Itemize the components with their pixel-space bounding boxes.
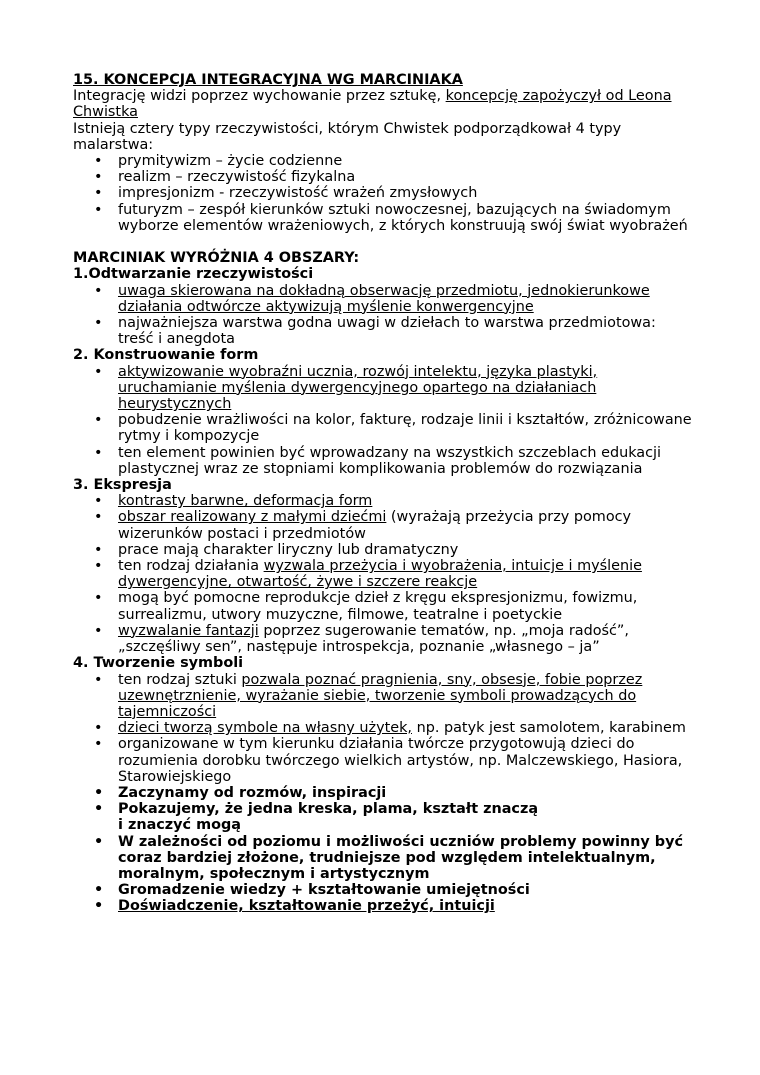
bullet: • <box>94 784 104 801</box>
bullet: • <box>94 882 104 899</box>
list-item <box>73 590 693 622</box>
area-4-list <box>73 672 693 915</box>
area-2-list <box>73 364 693 477</box>
list-item <box>73 202 693 234</box>
list-item <box>73 169 693 185</box>
bullet: • <box>94 185 103 202</box>
list-item-text: i znaczyć mogą <box>118 817 241 834</box>
list-item-underlined: obszar realizowany z małymi dziećmi <box>118 509 387 526</box>
intro-underlined: koncepcję zapożyczył od Leona Chwistka <box>73 88 672 121</box>
area-4-title: 4. Tworzenie symboli <box>73 655 244 672</box>
list-item-text: aktywizowanie wyobraźni ucznia, rozwój intelektu, języka plastyki, uruchamianie myślenia dywergencyjnego opartego na działaniach heurystycznych <box>118 363 598 413</box>
bullet: • <box>94 558 103 575</box>
bullet: • <box>94 169 103 186</box>
list-item <box>73 445 693 477</box>
list-item <box>73 153 693 169</box>
bullet: • <box>94 444 103 461</box>
areas-heading: MARCINIAK WYRÓŻNIA 4 OBSZARY: <box>73 250 360 267</box>
list-item-underlined: wyzwalanie fantazji <box>118 622 259 639</box>
bullet: • <box>94 833 104 850</box>
list-item-text: (wyrażają przeżycia przy pomocy wizerunków postaci i przedmiotów <box>118 509 632 542</box>
bullet: • <box>94 736 103 753</box>
bullet: • <box>94 671 103 688</box>
intro-paragraph-2: Istnieją cztery typy rzeczywistości, którym Chwistek podporządkował 4 typy malarstwa: <box>73 120 622 153</box>
document-page <box>73 72 693 915</box>
bullet: • <box>94 622 103 639</box>
area-3-title: 3. Ekspresja <box>73 477 172 494</box>
list-item-underlined: wyzwala przeżycia i wyobrażenia, intuicje i myślenie dywergencyjne, otwartość, żywe i szczere reakcje <box>118 558 642 591</box>
bullet: • <box>94 201 103 218</box>
section-title: 15. KONCEPCJA INTEGRACYJNA WG MARCINIAKA <box>73 72 463 88</box>
list-item-text: mogą być pomocne reprodukcje dzieł z kręgu ekspresjonizmu, fowizmu, surrealizmu, utwory muzyczne, filmowe, teatralne i poetyckie <box>118 590 638 623</box>
list-item <box>73 315 693 347</box>
list-item <box>73 801 693 833</box>
list-item-text: realizm – rzeczywistość fizykalna <box>118 169 356 186</box>
bullet: • <box>94 493 103 510</box>
bullet: • <box>94 412 103 429</box>
bullet: • <box>94 282 103 299</box>
list-item <box>73 834 693 883</box>
list-item-underlined: pozwala poznać pragnienia, sny, obsesje, fobie poprzez uzewnętrznienie, wyrażanie siebie, tworzenie symboli prowadzących do tajemniczości <box>118 671 643 720</box>
bullet: • <box>94 363 103 380</box>
list-item-text: Pokazujemy, że jedna kreska, plama, kształt znaczą <box>118 801 539 818</box>
list-item-text: futuryzm – zespół kierunków sztuki nowoczesnej, bazujących na świadomym wyborze elementów wrażeniowych, z których konstruują swój świat wyobrażeń <box>118 201 688 234</box>
intro-text: Integrację widzi poprzez wychowanie przez sztukę, <box>73 88 446 105</box>
bullet: • <box>94 720 103 737</box>
list-item-text: kontrasty barwne, deformacja form <box>118 493 373 510</box>
list-item-text: najważniejsza warstwa godna uwagi w dziełach to warstwa przedmiotowa: treść i anegdota <box>118 315 656 348</box>
intro-paragraph <box>73 88 693 120</box>
list-item-text: Gromadzenie wiedzy + kształtowanie umiejętności <box>118 882 530 899</box>
list-item-text: ten rodzaj sztuki <box>118 671 242 688</box>
bullet: • <box>94 541 103 558</box>
list-item <box>73 412 693 444</box>
list-item-text: Zaczynamy od rozmów, inspiracji <box>118 784 387 801</box>
list-item-text: pobudzenie wrażliwości na kolor, fakturę, rodzaje linii i kształtów, zróżnicowane rytmy i kompozycje <box>118 412 692 445</box>
bullet: • <box>94 153 103 170</box>
list-item-text: ten rodzaj działania <box>118 558 264 575</box>
bullet: • <box>94 801 104 818</box>
list-item <box>73 672 693 721</box>
list-item-text: uwaga skierowana na dokładną obserwację przedmiotu, jednokierunkowe działania odtwórcze aktywizują myślenie konwergencyjne <box>118 282 650 315</box>
list-item-underlined: dzieci tworzą symbole na własny użytek, <box>118 720 412 737</box>
area-3-list <box>73 493 693 655</box>
list-item-text: organizowane w tym kierunku działania twórcze przygotowują dzieci do rozumienia dorobku twórczego wielkich artystów, np. Malczewskiego, Hasiora, Starowiejskiego <box>118 736 683 785</box>
area-2-title: 2. Konstruowanie form <box>73 347 259 364</box>
list-item-text: prace mają charakter liryczny lub dramatyczny <box>118 541 459 558</box>
list-item <box>73 493 693 509</box>
list-item <box>73 558 693 590</box>
bullet: • <box>94 898 104 915</box>
list-item <box>73 623 693 655</box>
list-item-text: np. patyk jest samolotem, karabinem <box>412 720 686 737</box>
list-item <box>73 542 693 558</box>
list-item-text: poprzez sugerowanie tematów, np. „moja radość”, „szczęśliwy sen”, następuje introspekcja, poznanie „własnego – ja” <box>118 622 629 656</box>
list-item <box>73 882 693 898</box>
list-item-text: W zależności od poziomu i możliwości uczniów problemy powinny być coraz bardziej złożone, trudniejsze pod względem intelektualnym, moralnym, społecznym i artystycznym <box>118 833 684 882</box>
list-item <box>73 736 693 785</box>
painting-types-list <box>73 153 693 234</box>
list-item <box>73 509 693 541</box>
bullet: • <box>94 315 103 332</box>
list-item <box>73 898 693 914</box>
list-item-text: prymitywizm – życie codzienne <box>118 153 343 170</box>
list-item <box>73 283 693 315</box>
list-item <box>73 185 693 201</box>
bullet: • <box>94 509 103 526</box>
list-item <box>73 364 693 413</box>
list-item-underlined: Doświadczenie, kształtowanie przeżyć, intuicji <box>118 898 495 915</box>
area-1-list <box>73 283 693 348</box>
list-item-text: ten element powinien być wprowadzany na wszystkich szczeblach edukacji plastycznej wraz ze stopniami komplikowania problemów do rozwiązania <box>118 444 662 477</box>
area-1-title: 1.Odtwarzanie rzeczywistości <box>73 266 314 283</box>
bullet: • <box>94 590 103 607</box>
list-item <box>73 785 693 801</box>
list-item-text: impresjonizm - rzeczywistość wrażeń zmysłowych <box>118 185 478 202</box>
list-item <box>73 720 693 736</box>
